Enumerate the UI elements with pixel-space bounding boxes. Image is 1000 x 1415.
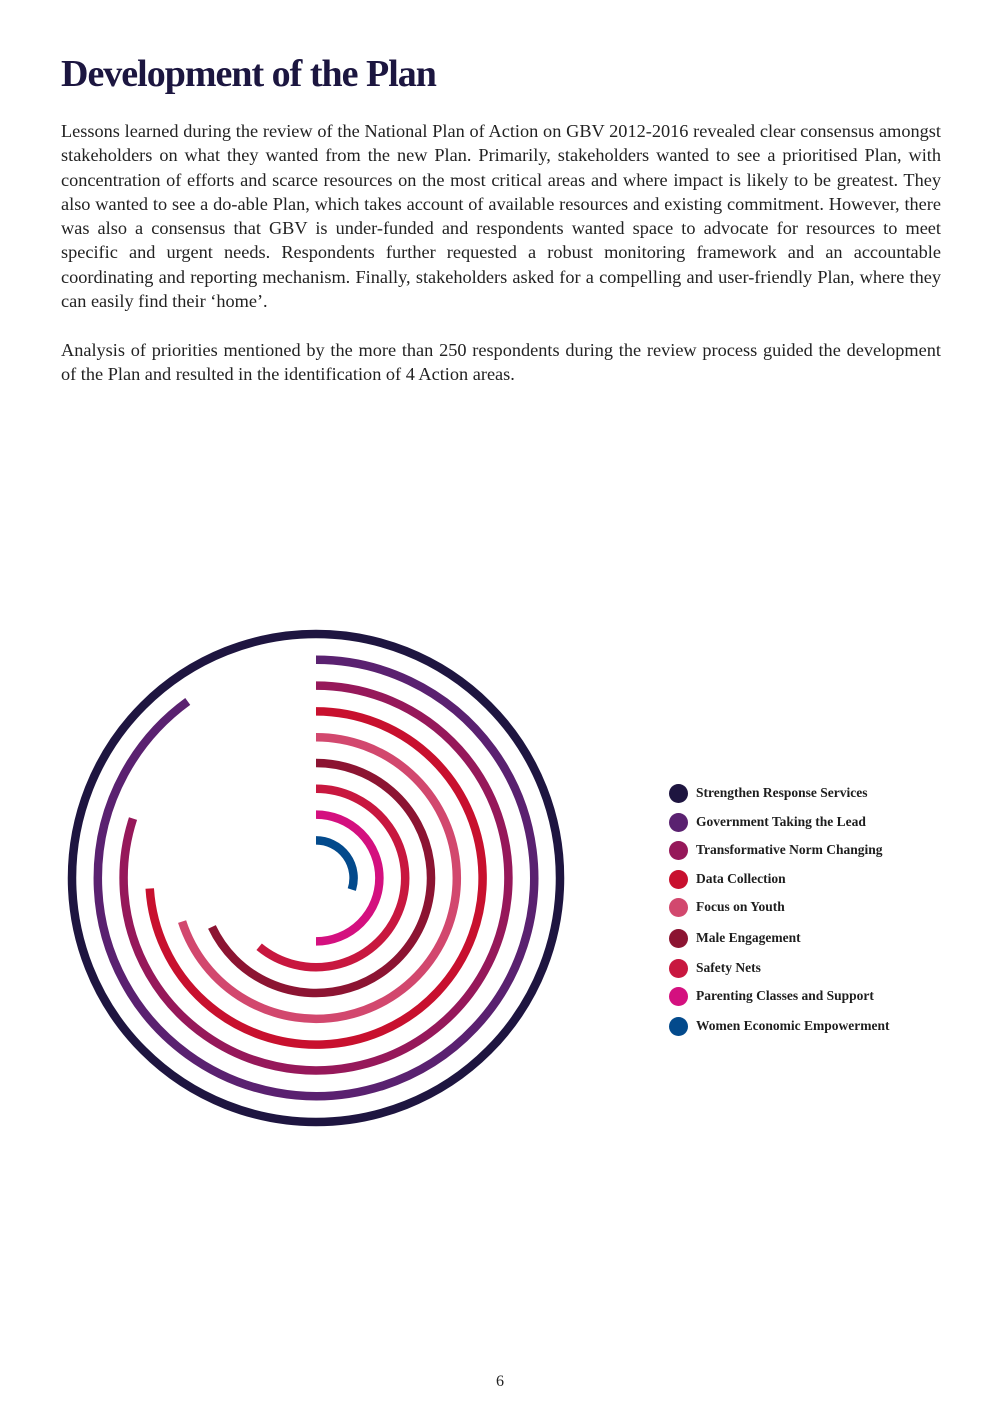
legend-swatch [669, 987, 688, 1006]
legend-label: Male Engagement [696, 930, 801, 945]
radial-bar-transformative-norm-changing [124, 686, 509, 1071]
page-title: Development of the Plan [61, 53, 436, 95]
radial-bar-male-engagement [212, 763, 431, 993]
radial-bar-focus-on-youth [182, 737, 457, 1019]
legend-item-male-engagement [669, 928, 801, 948]
radial-bar-parenting-classes-and-support [316, 815, 379, 942]
legend-item-parenting-classes-and-support [669, 986, 874, 1006]
legend-swatch [669, 784, 688, 803]
legend-swatch [669, 870, 688, 889]
legend-swatch [669, 929, 688, 948]
legend-swatch [669, 841, 688, 860]
radial-bar-women-economic-empowerment [316, 840, 354, 889]
body-paragraph: Analysis of priorities mentioned by the more than 250 respondents during the review process guided the development of the Plan and resulted in the identification of 4 Action areas. [61, 340, 941, 385]
legend-label: Data Collection [696, 871, 786, 886]
legend-label: Parenting Classes and Support [696, 988, 874, 1003]
legend-item-strengthen-response-services [669, 783, 868, 803]
page-number: 6 [496, 1373, 504, 1390]
radial-bar-government-taking-the-lead [98, 660, 534, 1096]
legend-item-data-collection [669, 869, 786, 889]
body-paragraph: Lessons learned during the review of the National Plan of Action on GBV 2012-2016 revealed clear consensus amongst stakeholders on what they wanted from the new Plan. Primarily, stakeholders wanted to see a prioritised Plan, with concentration of efforts and scarce resources on the most critical areas and where impact is likely to be greatest. They also wanted to see a do-able Plan, which takes account of available resources and existing commitment. However, there was also a consensus that GBV is under-funded and respondents wanted space to advocate for resources to meet specific and urgent needs. Respondents further requested a robust monitoring framework and an accountable coordinating and reporting mechanism. Finally, stakeholders asked for a compelling and user-friendly Plan, where they can easily find their ‘home’. [61, 121, 941, 312]
legend-swatch [669, 898, 688, 917]
legend-item-focus-on-youth [669, 897, 785, 917]
legend-label: Government Taking the Lead [696, 814, 866, 829]
legend-swatch [669, 813, 688, 832]
legend-swatch [669, 959, 688, 978]
legend-label: Focus on Youth [696, 899, 785, 914]
legend-label: Safety Nets [696, 960, 761, 975]
legend-item-transformative-norm-changing [669, 840, 883, 860]
legend-item-government-taking-the-lead [669, 812, 866, 832]
legend-item-safety-nets [669, 958, 761, 978]
legend-label: Strengthen Response Services [696, 785, 868, 800]
legend-swatch [669, 1017, 688, 1036]
legend-item-women-economic-empowerment [669, 1016, 889, 1036]
legend-label: Women Economic Empowerment [696, 1018, 890, 1033]
legend-label: Transformative Norm Changing [696, 842, 883, 857]
radial-bar-chart [0, 600, 640, 1160]
